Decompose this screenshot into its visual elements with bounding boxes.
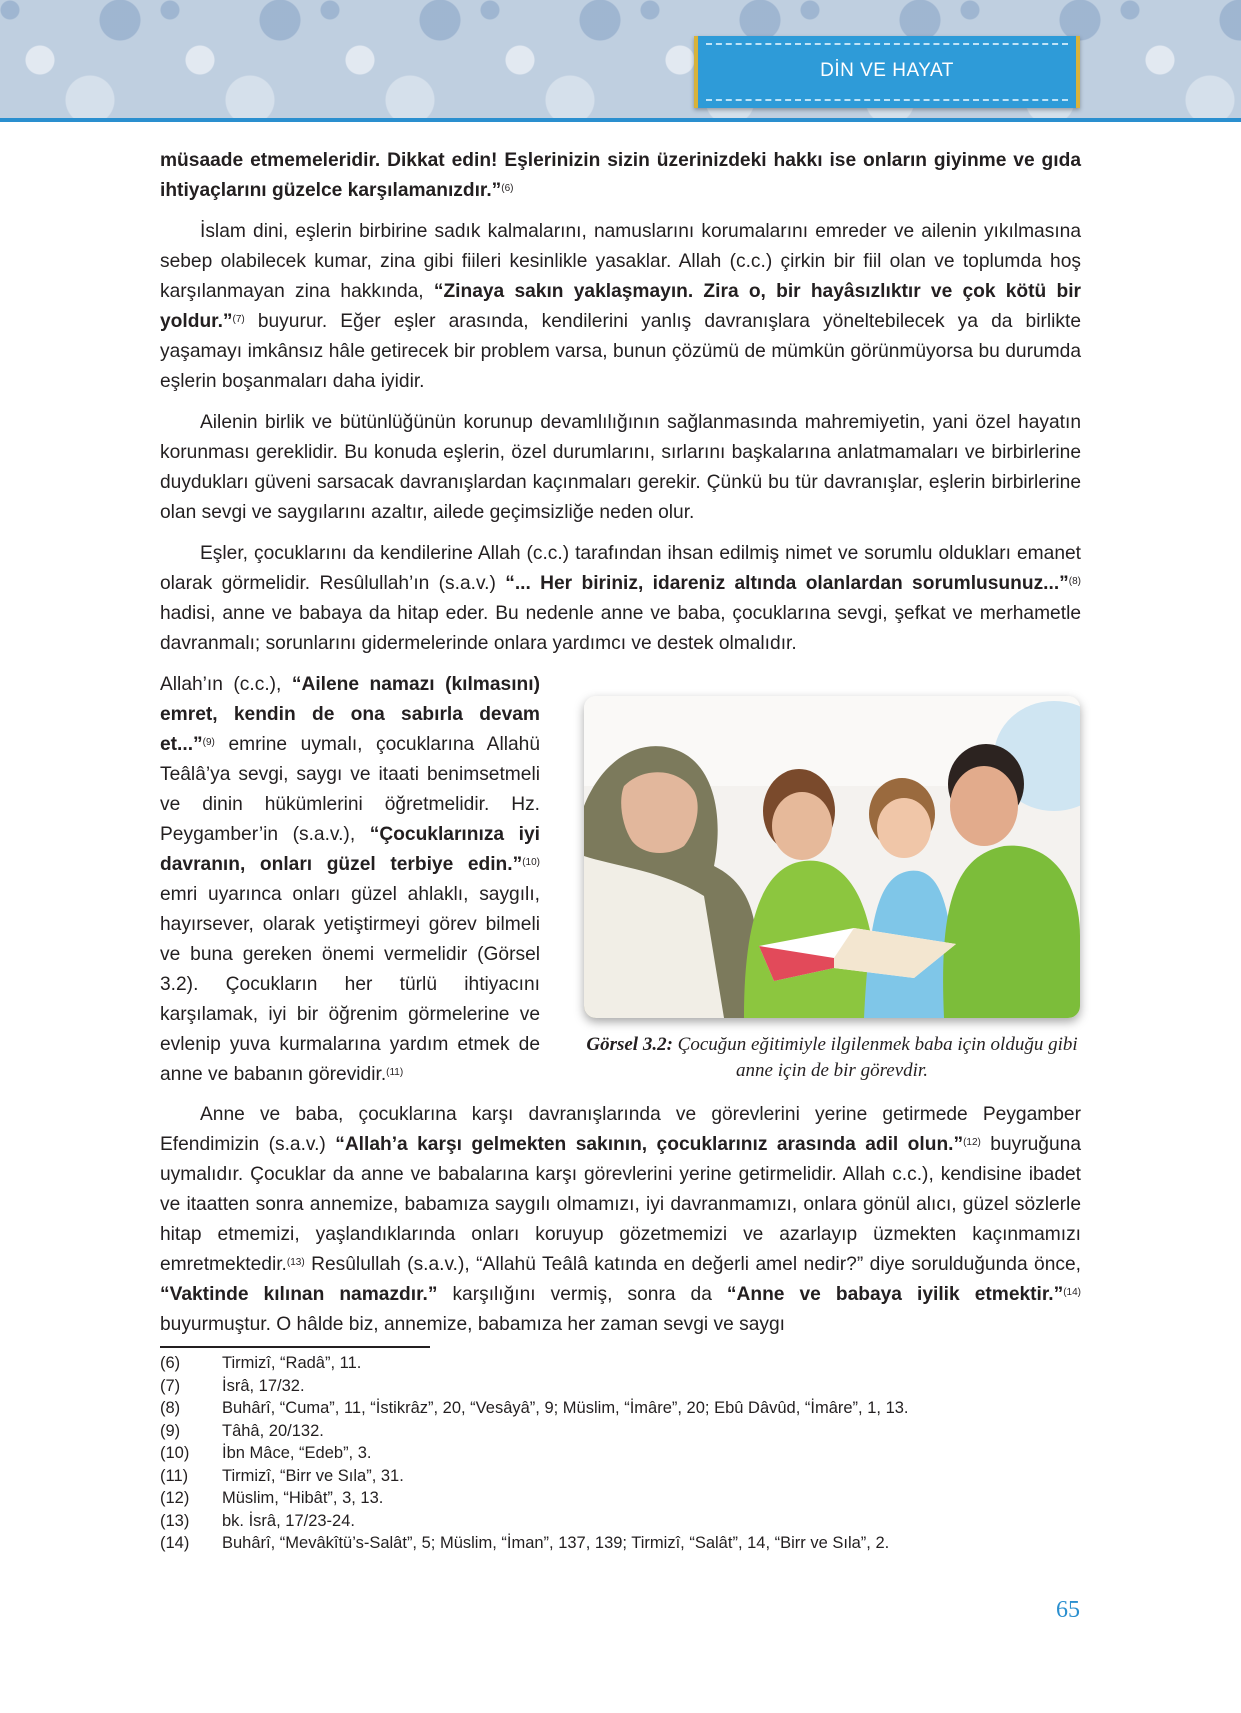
paragraph-1	[160, 146, 1081, 206]
figure-caption-text: Çocuğun eğitimiyle ilgilenmek baba için olduğu gibi anne için de bir görevdir.	[672, 1034, 1078, 1081]
family-reading-photo	[584, 696, 1080, 1018]
footnote-item	[160, 1420, 1081, 1443]
header-tab-dashed-top	[706, 43, 1068, 45]
quote-bold: “Zinaya sakın yaklaşmayın. Zira o, bir hayâsızlıktır ve çok kötü bir yoldur.”	[160, 281, 1081, 332]
paragraph-text: İslam dini, eşlerin birbirine sadık kalmalarını, namuslarını korumalarını emreder ve ailenin yıkılmasına sebep olabilecek kumar, zina gibi fiileri kesinlikle yasaklar. Allah (c.c.) çirkin bir fiil olan ve toplumda hoş karşılanmayan zina hakkında,	[160, 221, 1081, 302]
page-number: 65	[1056, 1597, 1080, 1623]
paragraph-text: emrine uymalı, çocuklarına Allahü Teâlâ’ya sevgi, saygı ve itaati benimsetmeli ve dinin hükümlerini öğretmelidir. Hz. Peygamber’in (s.a.v.),	[160, 734, 540, 845]
footnote-divider	[160, 1346, 430, 1348]
paragraph-text: buyruğuna uymalıdır. Çocuklar da anne ve babalarına karşı görevlerini yerine getirmelidir. Allah c.c.), kendisine ibadet ve itaatten sonra annemize, babamıza saygılı olmamızı, iyi davranmamızı, onlara gönül alıcı, güzel sözlerle hitap etmemizi, yaşlandıklarında onları koruyup gözetmemizi ve azarlayıp üzmekten kaçınmamızı emretmektedir.	[160, 1134, 1081, 1275]
header-rule	[0, 118, 1241, 122]
paragraph-3: Ailenin birlik ve bütünlüğünün korunup devamlılığının sağlanmasında mahremiyetin, yani özel hayatın korunması gereklidir. Bu konuda eşlerin, özel durumlarını, sırlarını başkalarına anlatmamaları ve birbirlerine duydukları güveni sarsacak davranışlardan kaçınmaları gerekir. Çünkü bu tür davranışlar, eşlerin birbirlerine olan sevgi ve saygılarını azaltır, ailede geçimsizliğe neden olur.	[160, 412, 1081, 523]
footnote-item	[160, 1510, 1081, 1533]
paragraph-2	[160, 217, 1081, 397]
footnote-item	[160, 1532, 1081, 1555]
footnote-ref: (9)	[202, 737, 215, 748]
section-title: DİN VE HAYAT	[820, 60, 954, 81]
footnote-ref: (14)	[1063, 1287, 1082, 1298]
footnote-text: Buhârî, “Mevâkîtü’s-Salât”, 5; Müslim, “İman”, 137, 139; Tirmizî, “Salât”, 14, “Birr ve Sıla”, 2.	[222, 1534, 890, 1552]
footnote-item	[160, 1375, 1081, 1398]
footnote-number: (9)	[160, 1421, 181, 1440]
footnote-text: Buhârî, “Cuma”, 11, “İstikrâz”, 20, “Vesâyâ”, 9; Müslim, “İmâre”, 20; Ebû Dâvûd, “İmâre”, 1, 13.	[222, 1399, 909, 1417]
footnote-text: İbn Mâce, “Edeb”, 3.	[222, 1444, 372, 1462]
paragraph-text: emri uyarınca onları güzel ahlaklı, saygılı, hayırsever, olarak yetiştirmeyi görev bilmeli ve buna gereken önemi vermelidir (Görsel 3.2). Çocukların her türlü ihtiyacını karşılamak, iyi bir öğrenim görmelerine ve evlenip yuva kurmalarına yardım etmek de anne ve babanın görevidir.	[160, 884, 540, 1085]
figure-label: Görsel 3.2:	[586, 1034, 673, 1055]
bottom-text-block	[160, 1100, 1081, 1351]
footnote-text: bk. İsrâ, 17/23-24.	[222, 1511, 355, 1530]
quote-bold: “Çocuklarınıza iyi davranın, onları güzel terbiye edin.”	[160, 824, 540, 875]
footnote-item	[160, 1352, 1081, 1375]
paragraph-text: hadisi, anne ve babaya da hitap eder. Bu nedenle anne ve baba, çocuklarına sevgi, şefkat ve merhametle davranmalı; sorunlarını gidermelerinde onlara yardımcı ve destek olmalıdır.	[160, 603, 1081, 654]
footnote-item	[160, 1465, 1081, 1488]
footnote-number: (7)	[160, 1376, 181, 1395]
photo-illustration	[584, 696, 1080, 1018]
footnote-ref: (10)	[522, 857, 540, 868]
footnote-ref: (11)	[386, 1067, 404, 1078]
footnote-text: Müslim, “Hibât”, 3, 13.	[222, 1489, 384, 1507]
paragraph-4	[160, 539, 1081, 659]
paragraph-6	[160, 1100, 1081, 1340]
footnote-number: (6)	[160, 1354, 181, 1372]
quote-bold: müsaade etmemeleridir. Dikkat edin! Eşlerinizin sizin üzerinizdeki hakkı ise onların giyinme ve gıda ihtiyaçlarını güzelce karşılamanızdır.”	[160, 150, 1081, 201]
paragraph-5	[160, 670, 540, 1090]
footnote-text: İsrâ, 17/32.	[222, 1376, 305, 1395]
figure-caption	[584, 1032, 1080, 1084]
footnote-item	[160, 1442, 1081, 1465]
paragraph-text: Resûlullah (s.a.v.), “Allahü Teâlâ katında en değerli amel nedir?” diye sorulduğunda önce,	[304, 1254, 1081, 1275]
quote-bold: “Allah’a karşı gelmekten sakının, çocuklarınız arasında adil olun.”	[335, 1134, 964, 1155]
footnote-number: (14)	[160, 1534, 190, 1552]
footnote-number: (12)	[160, 1489, 190, 1507]
wrapped-text-block	[160, 670, 540, 1090]
footnote-item	[160, 1487, 1081, 1510]
section-header-tab	[694, 36, 1080, 108]
footnote-number: (11)	[160, 1466, 189, 1485]
footnote-item	[160, 1397, 1081, 1420]
paragraph-text: Allah’ın (c.c.),	[160, 674, 292, 695]
paragraph-text: Anne ve baba, çocuklarına karşı davranışlarında ve görevlerini yerine getirmede Peygamber Efendimizin (s.a.v.)	[160, 1104, 1081, 1155]
quote-bold: “... Her biriniz, idareniz altında olanlardan sorumlusunuz...”	[505, 573, 1069, 594]
footnote-number: (10)	[160, 1444, 190, 1462]
footnotes-list	[160, 1352, 1081, 1555]
footnote-text: Tirmizî, “Birr ve Sıla”, 31.	[222, 1466, 404, 1485]
footnote-ref: (6)	[501, 183, 514, 194]
footnote-number: (8)	[160, 1399, 181, 1417]
paragraph-text: karşılığını vermiş, sonra da	[437, 1284, 727, 1305]
footnote-number: (13)	[160, 1511, 190, 1530]
footnote-text: Tirmizî, “Radâ”, 11.	[222, 1354, 362, 1372]
paragraph-text: Eşler, çocuklarını da kendilerine Allah (c.c.) tarafından ihsan edilmiş nimet ve sorumlu oldukları emanet olarak görmelidir. Resûlullah’ın (s.a.v.)	[160, 543, 1081, 594]
paragraph-text: buyurmuştur. O hâlde biz, annemize, babamıza her zaman sevgi ve saygı	[160, 1314, 785, 1335]
footnote-text: Tâhâ, 20/132.	[222, 1421, 324, 1440]
footnote-ref: (13)	[286, 1257, 305, 1268]
quote-bold: “Ailene namazı (kılmasını) emret, kendin de ona sabırla devam et...”	[160, 674, 540, 755]
quote-bold: “Vaktinde kılınan namazdır.”	[160, 1284, 438, 1305]
paragraph-text: buyurur. Eğer eşler arasında, kendilerini yanlış davranışlara yöneltebilecek ya da birlikte yaşamayı imkânsız hâle getirecek bir problem varsa, bunun çözümü de mümkün görünmüyorsa bu durumda eşlerin boşanmaları daha iyidir.	[160, 311, 1081, 392]
top-text-block	[160, 146, 1081, 670]
footnote-ref: (8)	[1068, 576, 1081, 587]
footnote-ref: (12)	[963, 1137, 981, 1148]
quote-bold: “Anne ve babaya iyilik etmektir.”	[726, 1284, 1064, 1305]
header-tab-dashed-bottom	[706, 99, 1068, 101]
footnote-ref: (7)	[232, 314, 245, 325]
